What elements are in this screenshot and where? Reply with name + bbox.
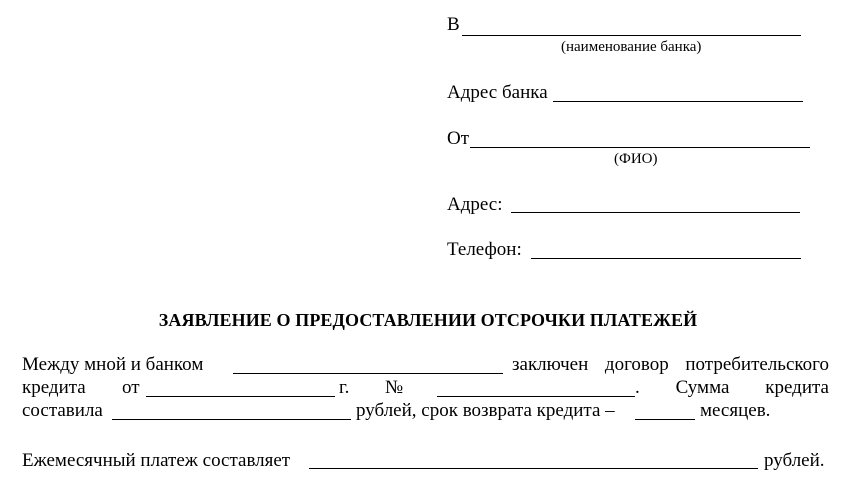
applicant-name-caption: (ФИО) — [614, 151, 658, 167]
bank-name-caption: (наименование банка) — [561, 39, 702, 55]
phone-label: Телефон: — [447, 239, 522, 260]
p1-between: Между мной и банком — [22, 354, 204, 375]
contract-date-field[interactable] — [146, 396, 335, 397]
p1-amounted: составила — [22, 400, 103, 421]
credit-amount-field[interactable] — [112, 419, 351, 420]
phone-field[interactable] — [531, 258, 801, 259]
applicant-name-field[interactable] — [470, 147, 810, 148]
p1-rubles-term: рублей, срок возврата кредита – — [356, 400, 615, 421]
p1-year: г. — [339, 377, 350, 398]
p2-rubles: рублей. — [764, 450, 825, 471]
p2-monthly: Ежемесячный платеж составляет — [22, 450, 291, 471]
document-title: ЗАЯВЛЕНИЕ О ПРЕДОСТАВЛЕНИИ ОТСРОЧКИ ПЛАТЕЖЕЙ — [158, 310, 698, 330]
address-label: Адрес: — [447, 194, 503, 215]
p1-sum-intro: . Сумма кредита — [635, 377, 829, 398]
to-prefix: В — [447, 14, 460, 35]
term-months-field[interactable] — [635, 419, 695, 420]
p1-credit: кредита — [22, 377, 86, 398]
from-prefix: От — [447, 128, 470, 149]
p1-concluded: заключен договор потребительского — [512, 354, 829, 375]
bank-address-label: Адрес банка — [447, 82, 548, 103]
bank-address-field[interactable] — [553, 101, 803, 102]
p1-months: месяцев. — [700, 400, 771, 421]
contract-number-field[interactable] — [437, 396, 635, 397]
monthly-payment-field[interactable] — [309, 468, 758, 469]
bank-field[interactable] — [233, 373, 503, 374]
applicant-address-field[interactable] — [511, 212, 800, 213]
bank-name-field[interactable] — [462, 35, 801, 36]
p1-number-sign: № — [385, 377, 404, 398]
p1-from: от — [122, 377, 140, 398]
